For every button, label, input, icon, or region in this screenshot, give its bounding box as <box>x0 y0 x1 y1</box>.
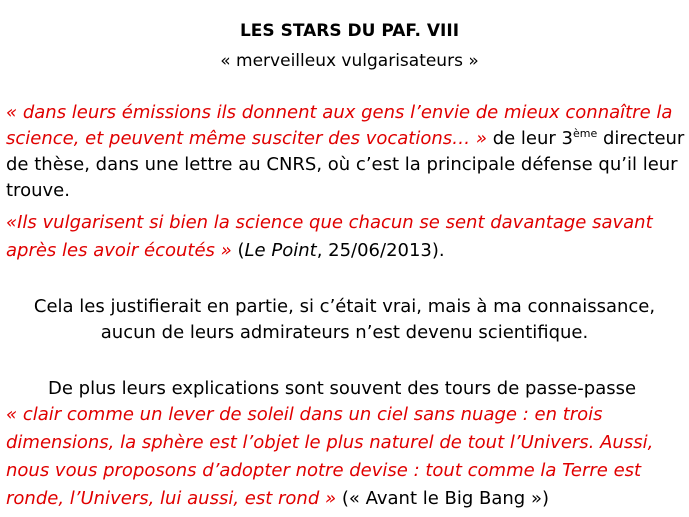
quote1-attribution-b: directeur <box>597 128 685 149</box>
quote1-red-text-2: science, et peuvent même susciter des vocations… » <box>6 128 487 149</box>
para3-line2 <box>6 404 689 426</box>
quote2-red-text-2: après les avoir écoutés » <box>6 240 232 261</box>
quote1-red-text-1: « dans leurs émissions ils donnent aux gens l’envie de mieux connaître la <box>6 102 673 123</box>
para3-line3 <box>6 432 689 454</box>
para2-line1: Cela les justifierait en partie, si c’était vrai, mais à ma connaissance, <box>33 296 656 317</box>
quote2-source-b: , 25/06/2013). <box>316 240 445 261</box>
quote1-attribution-a: de leur 3 <box>486 128 573 149</box>
slide-subtitle: « merveilleux vulgarisateurs » <box>220 51 479 71</box>
para3-line4 <box>6 460 689 482</box>
quote2-line1 <box>6 212 689 234</box>
quote1-line1 <box>6 102 689 124</box>
quote2-source-title: Le Point <box>244 240 317 261</box>
slide-title: LES STARS DU PAF. VIII <box>239 21 460 41</box>
para3-source: (« Avant le Big Bang ») <box>336 488 549 509</box>
quote2-source-a: ( <box>231 240 245 261</box>
para3-red-text-1: « clair comme un lever de soleil dans un ciel sans nuage : en trois <box>6 404 603 425</box>
para3-red-text-3: nous vous proposons d’adopter notre devise : tout comme la Terre est <box>6 460 642 481</box>
quote1-line2 <box>6 128 689 150</box>
quote2-line2 <box>6 240 689 262</box>
para3-line5 <box>6 488 689 510</box>
quote1-line4: trouve. <box>6 180 70 201</box>
quote2-red-text-1: «Ils vulgarisent si bien la science que chacun se sent davantage savant <box>6 212 653 233</box>
para3-line1: De plus leurs explications sont souvent des tours de passe-passe <box>48 378 637 399</box>
quote1-line3: de thèse, dans une lettre au CNRS, où c’est la principale défense qu’il leur <box>6 154 678 175</box>
para2-line2: aucun de leurs admirateurs n’est devenu scientifique. <box>100 322 589 343</box>
quote1-superscript: ème <box>573 127 598 140</box>
para3-red-text-4: ronde, l’Univers, lui aussi, est rond » <box>6 488 337 509</box>
para3-red-text-2: dimensions, la sphère est l’objet le plus naturel de tout l’Univers. Aussi, <box>6 432 654 453</box>
